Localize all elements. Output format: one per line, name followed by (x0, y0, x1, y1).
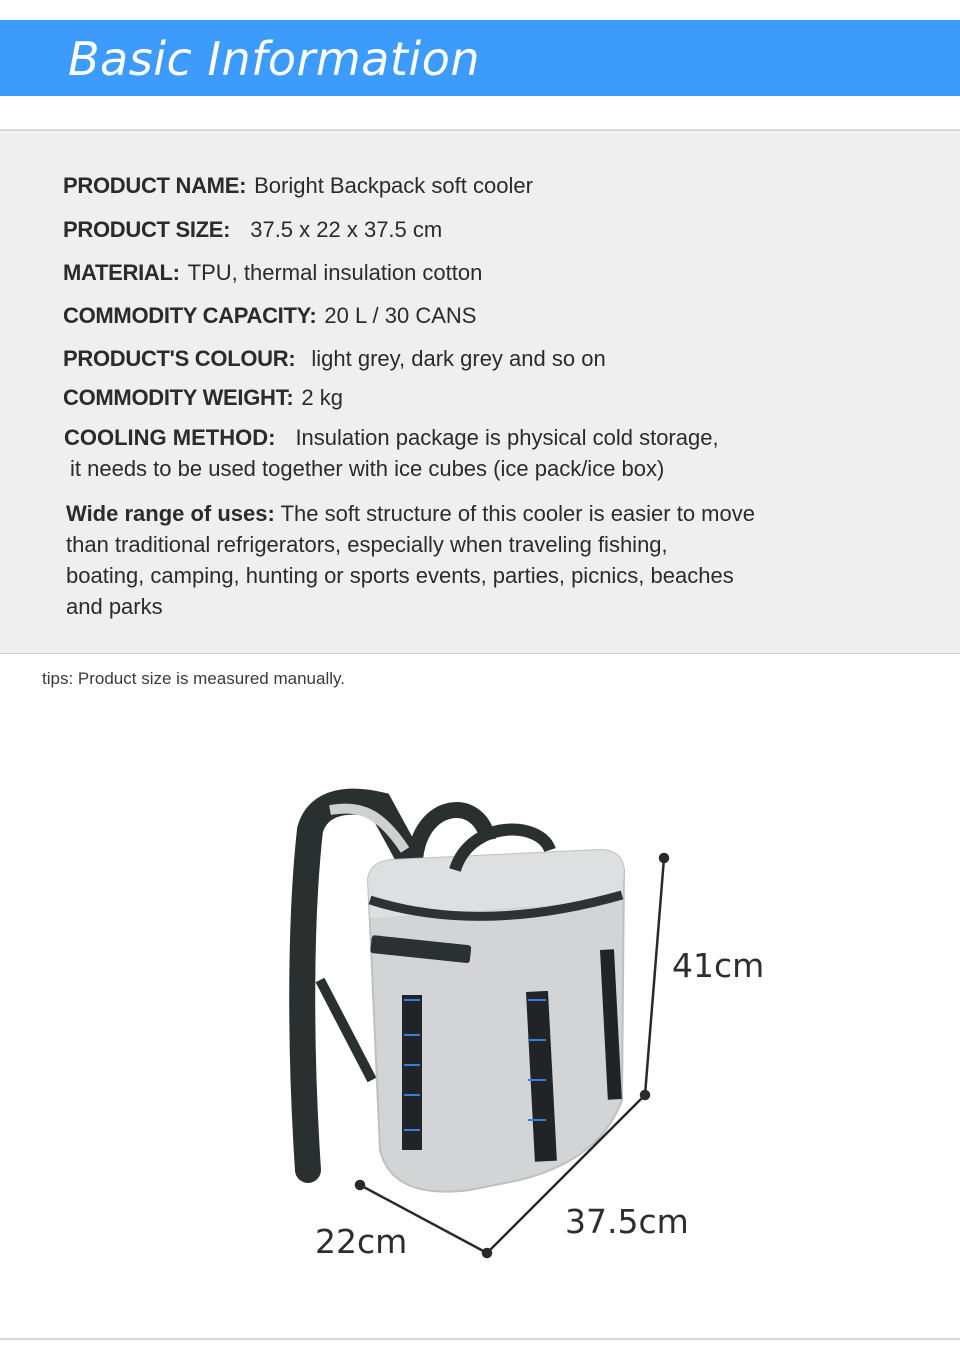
spec-label: COMMODITY WEIGHT: (63, 385, 294, 410)
spec-value-cont: boating, camping, hunting or sports events, parties, picnics, beaches (66, 563, 734, 588)
spec-value: Boright Backpack soft cooler (254, 173, 533, 198)
section-header-banner (0, 20, 960, 96)
spec-product-size (63, 217, 442, 243)
spec-value: 20 L / 30 CANS (324, 303, 477, 328)
spec-label: PRODUCT'S COLOUR: (63, 346, 296, 371)
dimension-depth-label: 22cm (315, 1222, 408, 1261)
spec-value: Insulation package is physical cold storage, (295, 425, 719, 450)
spec-label: Wide range of uses: (66, 501, 275, 526)
spec-capacity (63, 303, 476, 329)
spec-value: 37.5 x 22 x 37.5 cm (250, 217, 443, 242)
spec-value: light grey, dark grey and so on (311, 346, 606, 371)
specs-panel (0, 129, 960, 654)
spec-product-name (63, 173, 533, 199)
dimension-width-label: 37.5cm (565, 1202, 689, 1241)
spec-colour (63, 346, 606, 372)
dimension-height-label: 41cm (672, 946, 765, 985)
product-dimension-figure (0, 700, 960, 1320)
divider (0, 1338, 960, 1340)
spec-uses (66, 498, 755, 622)
spec-label: COMMODITY CAPACITY: (63, 303, 317, 328)
spec-weight (63, 385, 343, 411)
spec-value: The soft structure of this cooler is easier to move (280, 501, 755, 526)
spec-value: TPU, thermal insulation cotton (187, 260, 483, 285)
spec-cooling-method (64, 422, 719, 484)
tips-note: tips: Product size is measured manually. (42, 669, 345, 688)
backpack-cooler-illustration (0, 700, 960, 1320)
spec-label: PRODUCT SIZE: (63, 217, 231, 242)
spec-material (63, 260, 482, 286)
section-title: Basic Information (68, 32, 480, 86)
spec-label: COOLING METHOD: (64, 425, 276, 450)
spec-value-cont: it needs to be used together with ice cubes (ice pack/ice box) (70, 456, 665, 481)
spec-label: PRODUCT NAME: (63, 173, 247, 198)
spec-value-cont: and parks (66, 594, 163, 619)
spec-value-cont: than traditional refrigerators, especially when traveling fishing, (66, 532, 668, 557)
spec-value: 2 kg (301, 385, 343, 410)
spec-label: MATERIAL: (63, 260, 180, 285)
